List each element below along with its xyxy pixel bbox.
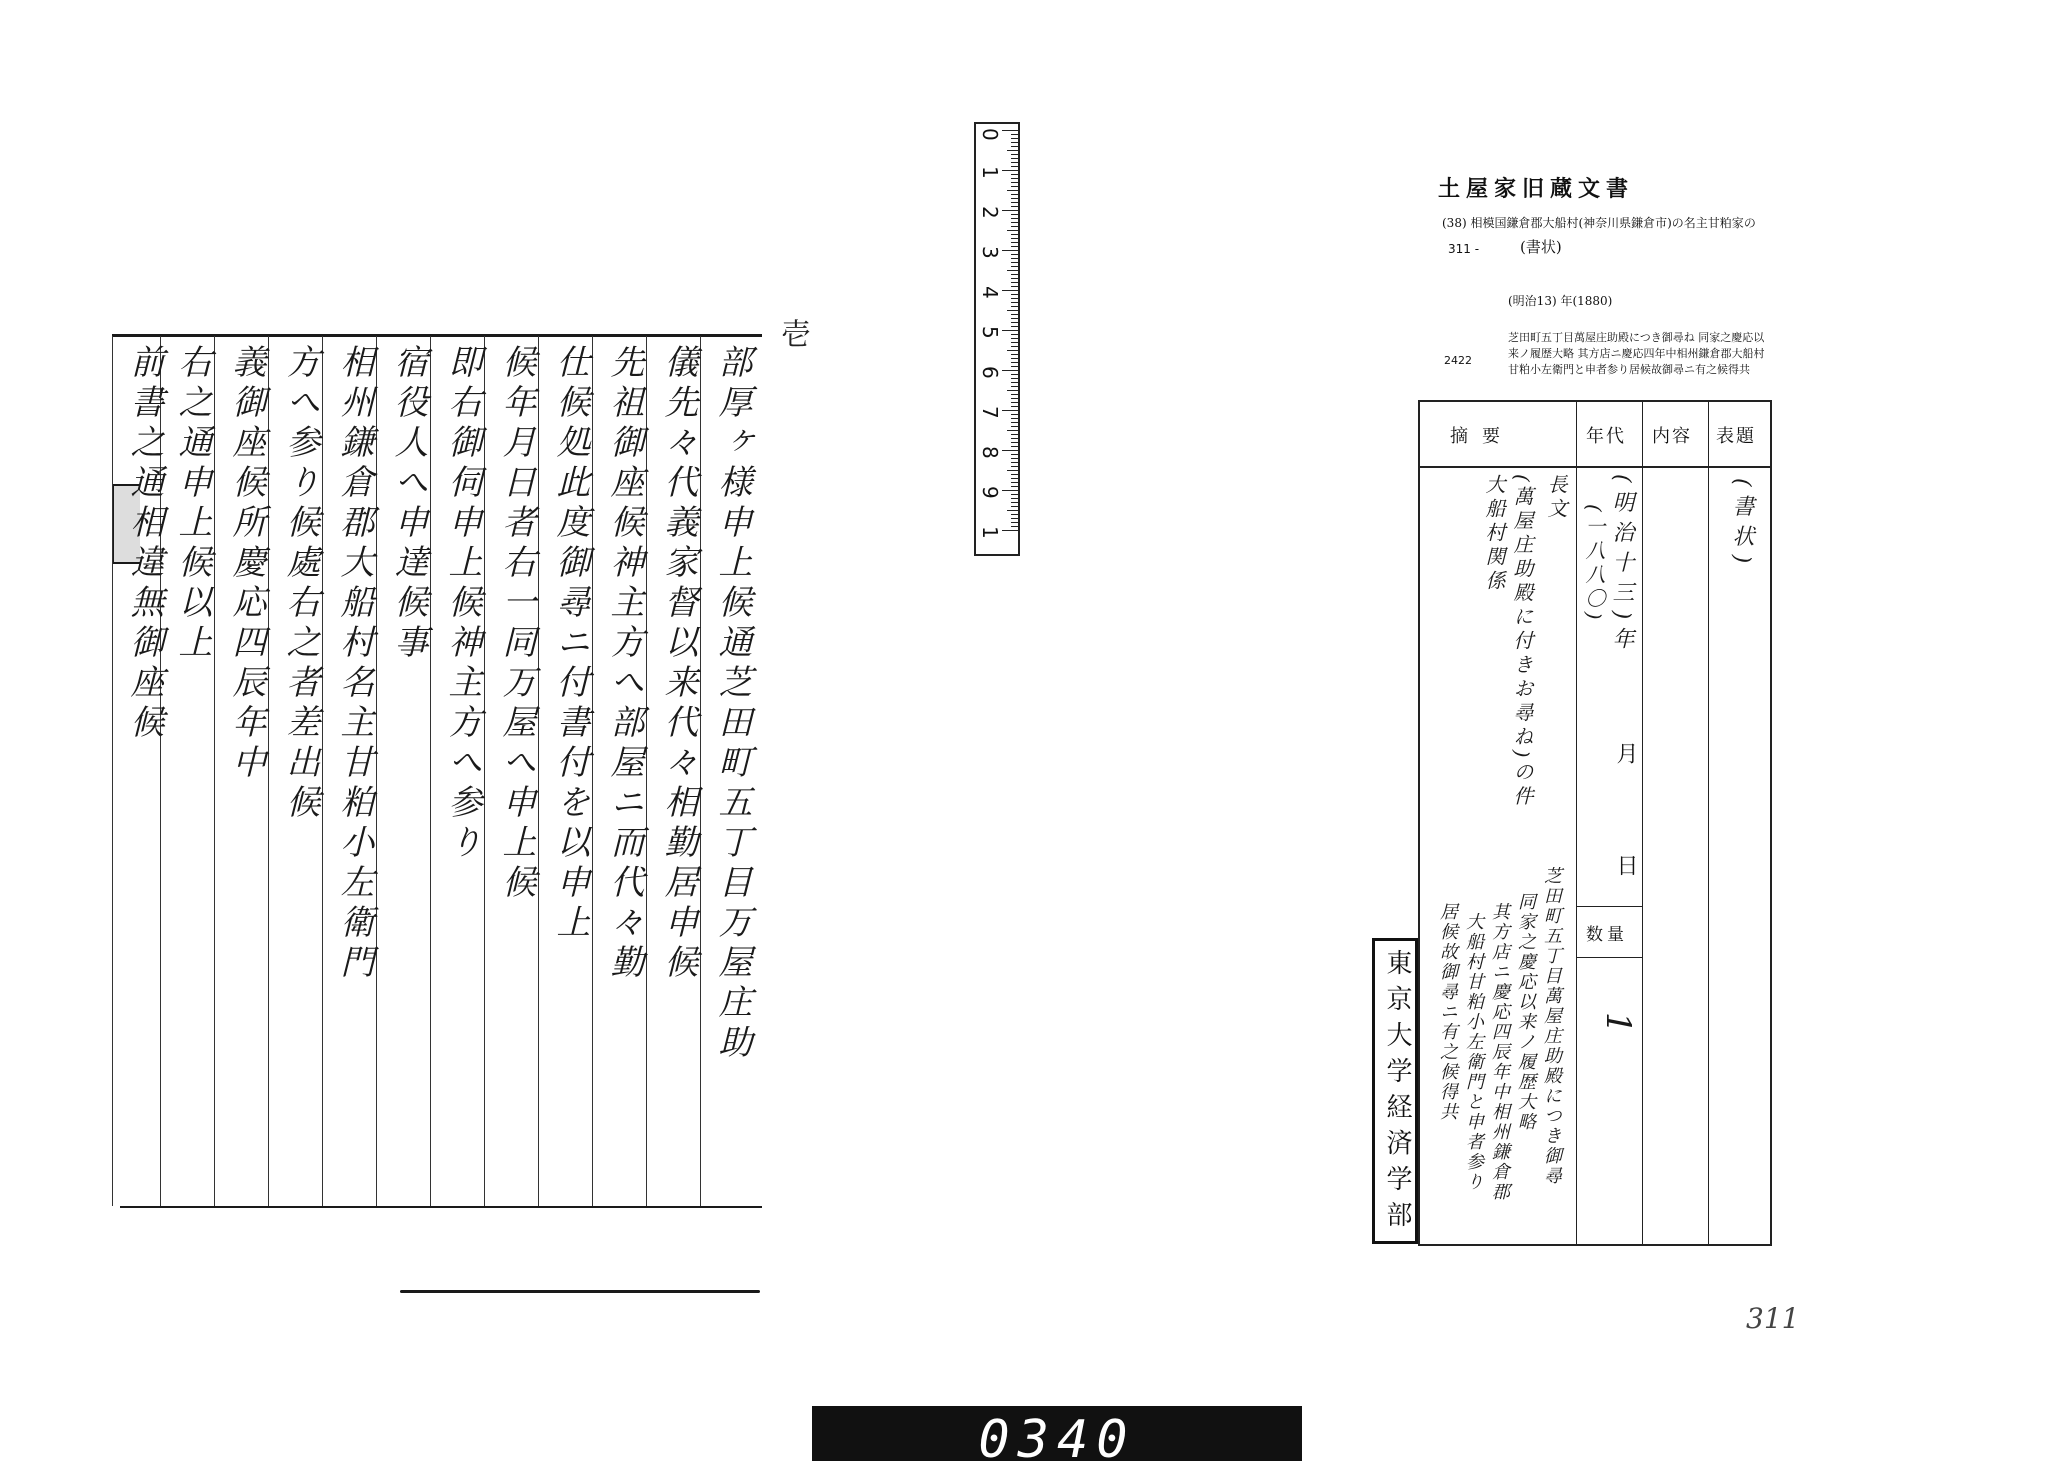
ruler-tick [1011,346,1018,347]
era-day: 日 [1613,854,1638,884]
ruler-tick [1011,202,1018,203]
ruler-tick [1002,330,1018,331]
header-quantity: 数量 [1586,925,1628,945]
ruler-tick [1011,286,1018,287]
ruler-tick [1011,418,1018,419]
ruler-mark: 4 [978,286,1002,299]
university-stamp: 東京大学経済学部 [1372,938,1418,1244]
ruler-tick [1007,230,1018,231]
ruler-tick [1002,410,1018,411]
ruler-tick [1011,478,1018,479]
summary-line: 芝田町五丁目萬屋庄助殿につき御尋 [1541,866,1562,1186]
manuscript-line: 義御座候所慶応四辰年中 [214,336,277,1206]
ruler-tick [1011,342,1018,343]
card-number: 311 - [1448,242,1480,256]
ruler-tick [1011,526,1018,527]
manuscript-line: 方へ参り候處右之者差出候 [268,336,331,1206]
ruler-tick [1011,402,1018,403]
ruler-tick [1011,378,1018,379]
ruler-tick [1011,322,1018,323]
ruler-tick [1011,178,1018,179]
ruler-tick [1011,354,1018,355]
ruler-tick [1011,326,1018,327]
summary-line: 大船村甘粕小左衛門と申者参り [1463,912,1484,1192]
card-summary: 芝田町五丁目萬屋庄助殿につき御尋ね 同家之慶応以来ノ履歴大略 其方店ニ慶応四年中相州鎌倉郡大船村甘粕小左衛門と申者参り居候故御尋ニ有之候得共 [1508,331,1765,376]
ruler-tick [1011,134,1018,135]
ruler-tick [1011,158,1018,159]
ruler-tick [1011,474,1018,475]
ruler-tick [1002,170,1018,171]
ruler-mark: 0 [978,128,1002,141]
ruler-tick [1011,434,1018,435]
manuscript-line: 前書之通相違無御座候 [112,336,175,1206]
ruler-tick [1011,138,1018,139]
ruler-tick [1011,406,1018,407]
ruler-tick [1011,422,1018,423]
ruler-tick [1011,238,1018,239]
ruler-tick [1011,454,1018,455]
ruler-tick [1007,390,1018,391]
manuscript-line: 候年月日者右一同万屋へ申上候 [484,336,547,1206]
ruler-tick [1011,166,1018,167]
ruler-tick [1011,362,1018,363]
col-divider [1576,402,1577,1244]
ruler-tick [1011,366,1018,367]
ruler-tick [1011,358,1018,359]
manuscript-bottom-rule [120,1206,762,1208]
ruler-tick [1011,282,1018,283]
card-subtitle: (書状) [1520,238,1562,256]
ruler-tick [1011,334,1018,335]
ruler-tick [1011,222,1018,223]
ruler-tick [1002,530,1018,531]
ruler-tick [1011,414,1018,415]
ruler-tick [1002,250,1018,251]
catalog-table [1418,400,1772,1246]
ruler-tick [1011,302,1018,303]
header-summary: 摘要 [1450,426,1514,447]
manuscript-line: 即右御伺申上候神主方へ参り [430,336,493,1206]
ruler-tick [1007,270,1018,271]
ruler-tick [1007,510,1018,511]
ruler-tick [1011,154,1018,155]
ruler-tick [1011,446,1018,447]
summary-line: 長文 [1544,474,1568,522]
summary-line: 居候故御尋ニ有之候得共 [1437,902,1458,1122]
ruler-tick [1002,130,1018,131]
title-value: (書状) [1729,478,1754,572]
ruler-mark: 3 [978,246,1002,259]
header-era: 年代 [1586,426,1626,447]
ruler-tick [1011,246,1018,247]
ruler-tick [1011,274,1018,275]
ruler-tick [1011,514,1018,515]
ruler-tick [1011,142,1018,143]
ruler-tick [1011,338,1018,339]
summary-line: 大船村関係 [1482,474,1506,594]
col-divider [1642,402,1643,1244]
ruler-tick [1002,490,1018,491]
ruler-tick [1011,186,1018,187]
manuscript-footer-rule [400,1290,760,1293]
card-date: (明治13) 年(1880) [1508,294,1613,308]
ruler-tick [1011,518,1018,519]
ruler-tick [1011,426,1018,427]
era-western: (一八八〇) [1582,504,1606,624]
ruler-tick [1011,458,1018,459]
manuscript-line: 右之通申上候以上 [160,336,223,1206]
manuscript-line: 相州鎌倉郡大船村名主甘粕小左衛門 [322,336,385,1206]
ruler-tick [1011,482,1018,483]
ruler-mark: 8 [978,446,1002,459]
ruler-tick [1002,450,1018,451]
ruler-tick [1011,174,1018,175]
ruler-tick [1011,278,1018,279]
scale-ruler [974,122,1020,556]
col-divider [1708,402,1709,1244]
manuscript-line: 先祖御座候神主方へ部屋ニ而代々勤 [592,336,655,1206]
ruler-tick [1007,350,1018,351]
ruler-tick [1011,242,1018,243]
card-id: 2422 [1444,354,1472,367]
ruler-tick [1011,234,1018,235]
ruler-mark: 7 [978,406,1002,419]
ruler-mark: 5 [978,326,1002,339]
summary-line: 同家之慶応以来ノ履歴大略 [1515,892,1536,1132]
ruler-tick [1011,266,1018,267]
ruler-tick [1011,146,1018,147]
ruler-tick [1011,502,1018,503]
manuscript-body [112,336,762,1206]
ruler-tick [1011,262,1018,263]
manuscript-line: 仕候処此度御尋ニ付書付を以申上 [538,336,601,1206]
ruler-tick [1011,218,1018,219]
card-description: (38) 相模国鎌倉郡大船村(神奈川県鎌倉市)の名主甘粕家の [1442,216,1756,230]
card-title: 土屋家旧蔵文書 [1438,176,1635,202]
ruler-tick [1011,442,1018,443]
ruler-tick [1011,258,1018,259]
ruler-tick [1011,182,1018,183]
ruler-tick [1011,438,1018,439]
ruler-tick [1011,394,1018,395]
ruler-tick [1011,318,1018,319]
handwritten-page-number: 311 [1746,1302,1800,1335]
ruler-tick [1011,522,1018,523]
ruler-tick [1007,190,1018,191]
era-month: 月 [1613,742,1638,772]
ruler-tick [1011,374,1018,375]
ruler-tick [1011,306,1018,307]
frame-counter: 0340 [812,1406,1302,1461]
ruler-tick [1011,198,1018,199]
ruler-mark: 1 [978,526,1002,539]
ruler-tick [1002,210,1018,211]
ruler-tick [1011,298,1018,299]
summary-line: (萬屋庄助殿に付きお尋ね)の件 [1510,474,1534,810]
ruler-tick [1007,430,1018,431]
ruler-tick [1011,498,1018,499]
ruler-tick [1011,162,1018,163]
ruler-tick [1007,470,1018,471]
manuscript-line: 儀先々代義家督以来代々相勤居申候 [646,336,709,1206]
ruler-tick [1011,494,1018,495]
ruler-tick [1011,194,1018,195]
ruler-tick [1011,314,1018,315]
ruler-tick [1002,290,1018,291]
ruler-tick [1011,486,1018,487]
ruler-tick [1011,214,1018,215]
ruler-tick [1011,294,1018,295]
header-title: 表題 [1716,426,1756,447]
ruler-tick [1011,382,1018,383]
ruler-mark: 2 [978,206,1002,219]
summary-line: 其方店ニ慶応四辰年中相州鎌倉郡 [1489,902,1510,1202]
manuscript-page-mark: 壱 [775,318,810,348]
ruler-tick [1011,386,1018,387]
ruler-tick [1011,226,1018,227]
manuscript-line: 部厚ヶ様申上候通芝田町五丁目万屋庄助 [700,336,763,1206]
ruler-tick [1011,206,1018,207]
ruler-mark: 6 [978,366,1002,379]
ruler-mark: 9 [978,486,1002,499]
ruler-tick [1011,466,1018,467]
ruler-tick [1002,370,1018,371]
ruler-tick [1007,150,1018,151]
ruler-tick [1011,398,1018,399]
ruler-tick [1007,310,1018,311]
ruler-tick [1011,506,1018,507]
ruler-mark: 1 [978,166,1002,179]
ruler-tick [1011,462,1018,463]
header-content: 内容 [1652,426,1692,447]
quantity-value: 1 [1598,1012,1638,1042]
manuscript-line: 宿役人へ申達候事 [376,336,439,1206]
era-value: (明治十三)年 [1609,474,1634,658]
ruler-tick [1011,254,1018,255]
